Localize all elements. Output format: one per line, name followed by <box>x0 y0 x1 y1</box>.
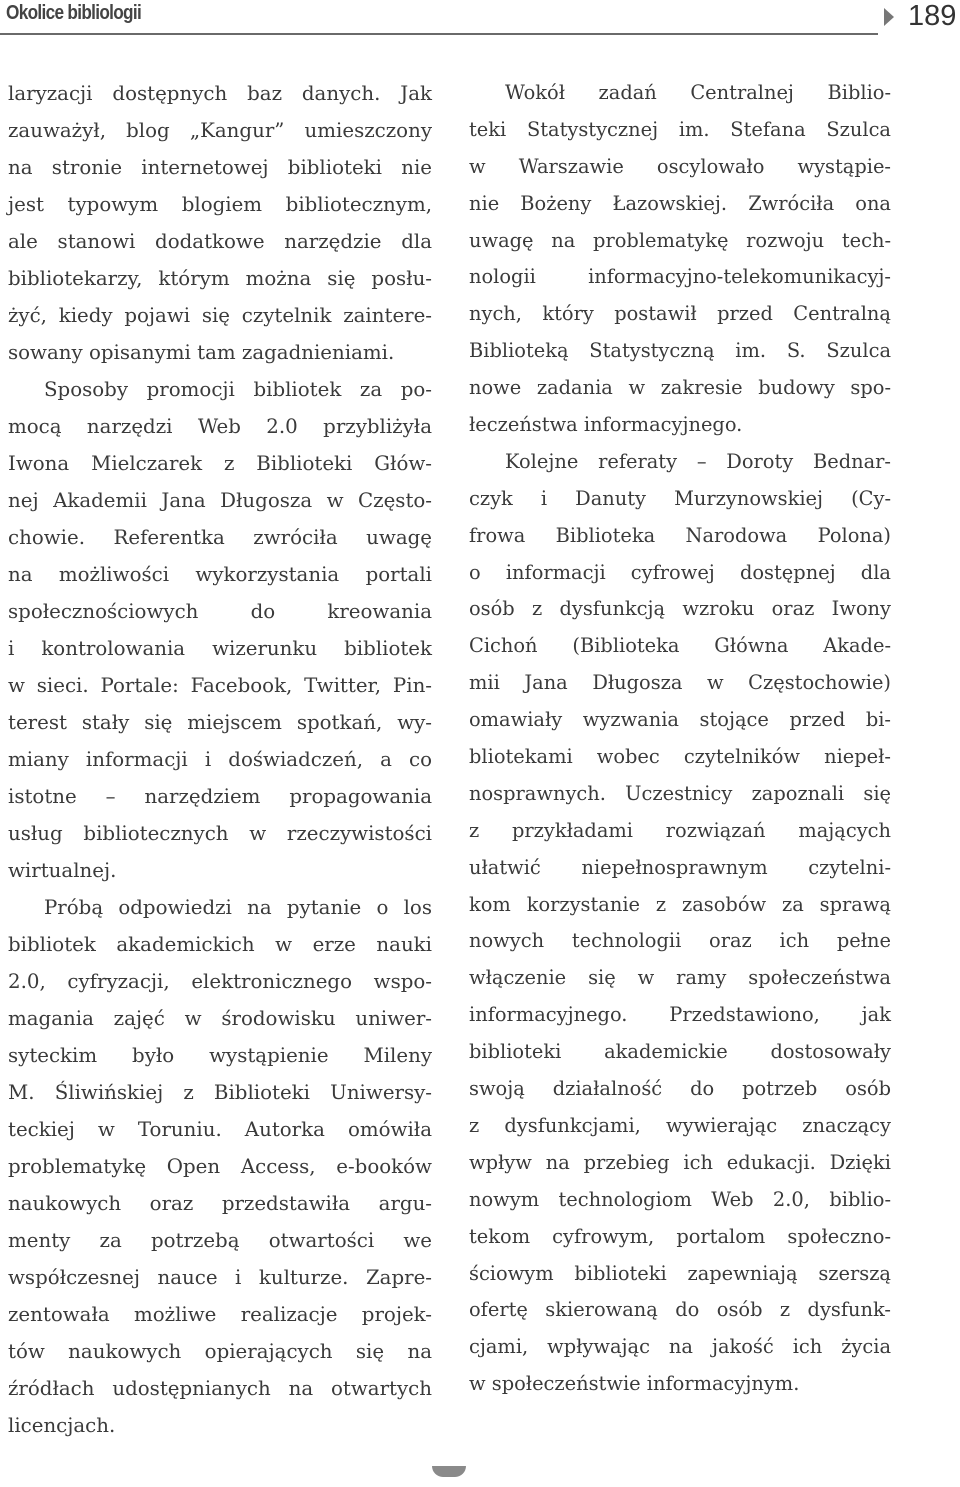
text-line: na możliwości wykorzystania portali <box>8 563 432 586</box>
text-line: uwagę na problematykę rozwoju tech- <box>469 228 891 252</box>
text-line: źródłach udostępnianych na otwartych <box>8 1377 432 1400</box>
text-line: na stronie internetowej biblioteki nie <box>8 156 432 179</box>
text-line: wirtualnej. <box>8 859 117 882</box>
text-line: zauważył, blog „Kangur” umieszczony <box>8 119 432 142</box>
text-line: Wokół zadań Centralnej Biblio- <box>505 81 891 104</box>
text-line: chowie. Referentka zwróciła uwagę <box>8 526 432 549</box>
text-line: zentowała możliwe realizacje projek- <box>8 1303 432 1326</box>
text-line: problematykę Open Access, e-booków <box>8 1155 432 1178</box>
text-line: nych, który postawił przed Centralną <box>469 302 891 326</box>
text-line: ściowym biblioteki zapewniają szerszą <box>469 1261 891 1285</box>
text-line: bibliotekarzy, którym można się posłu- <box>8 267 432 290</box>
text-line: Próbą odpowiedzi na pytanie o los <box>44 896 432 919</box>
text-line: Biblioteką Statystyczną im. S. Szulca <box>469 339 891 363</box>
text-line: M. Śliwińskiej z Biblioteki Uniwersy- <box>8 1081 432 1104</box>
text-line: żyć, kiedy pojawi się czytelnik zaintere- <box>8 304 432 327</box>
text-line: cjami, wpływając na jakość ich życia <box>469 1335 891 1359</box>
text-line: i kontrolowania wizerunku bibliotek <box>8 637 432 660</box>
text-line: wpływ na przebieg ich edukacji. Dzięki <box>469 1150 891 1174</box>
text-line: łeczeństwa informacyjnego. <box>469 413 743 437</box>
text-line: magania zajęć w środowisku uniwer- <box>8 1007 432 1030</box>
text-line: Cichoń (Biblioteka Główna Akade- <box>469 634 891 658</box>
text-line: kom korzystanie z zasobów za sprawą <box>469 892 891 916</box>
text-line: współczesnej nauce i kulturze. Zapre- <box>8 1266 432 1289</box>
text-line: terest stały się miejscem spotkań, wy- <box>8 711 432 734</box>
text-line: tów naukowych opierających się na <box>8 1340 432 1363</box>
footer-ornament-icon <box>432 1466 466 1477</box>
text-line: ale stanowi dodatkowe narzędzie dla <box>8 230 432 253</box>
text-line: z przykładami rozwiązań mających <box>469 818 891 842</box>
text-line: 2.0, cyfryzacji, elektronicznego wspo- <box>8 970 432 993</box>
text-line: teckiej w Toruniu. Autorka omówiła <box>8 1118 432 1141</box>
text-line: w społeczeństwie informacyjnym. <box>469 1372 800 1396</box>
text-line: jest typowym blogiem bibliotecznym, <box>8 193 432 216</box>
running-header-title: Okolice bibliologii <box>6 2 142 24</box>
text-line: nowym technologiom Web 2.0, biblio- <box>469 1187 891 1211</box>
text-line: informacyjnego. Przedstawiono, jak <box>469 1003 891 1027</box>
text-line: licencjach. <box>8 1414 116 1437</box>
text-line: osób z dysfunkcją wzroku oraz Iwony <box>469 597 891 621</box>
text-line: ofertę skierowaną do osób z dysfunk- <box>469 1298 891 1322</box>
text-line: naukowych oraz przedstawiła argu- <box>8 1192 432 1215</box>
text-line: czyk i Danuty Murzynowskiej (Cy- <box>469 486 891 510</box>
text-line: usług bibliotecznych w rzeczywistości <box>8 822 432 845</box>
text-line: nie Bożeny Łazowskiej. Zwróciła ona <box>469 191 891 215</box>
text-line: z dysfunkcjami, wywierając znaczący <box>469 1113 891 1137</box>
page-number: 189 <box>908 0 957 32</box>
text-line: mocą narzędzi Web 2.0 przybliżyła <box>8 415 432 438</box>
text-line: bibliotek akademickich w erze nauki <box>8 933 432 956</box>
text-line: biblioteki akademickie dostosowały <box>469 1040 891 1064</box>
text-line: Iwona Mielczarek z Biblioteki Głów- <box>8 452 432 475</box>
text-line: nologii informacyjno-telekomunikacyj- <box>469 265 891 289</box>
text-line: menty za potrzebą otwartości we <box>8 1229 432 1252</box>
text-line: w sieci. Portale: Facebook, Twitter, Pin- <box>8 674 432 697</box>
text-line: istotne – narzędziem propagowania <box>8 785 432 808</box>
text-line: omawiały wyzwania stojące przed bi- <box>469 708 891 732</box>
text-line: nowe zadania w zakresie budowy spo- <box>469 376 891 400</box>
page-marker-icon <box>884 8 894 26</box>
text-line: mii Jana Długosza w Częstochowie) <box>469 671 891 695</box>
text-line: Sposoby promocji bibliotek za po- <box>44 378 432 401</box>
text-line: miany informacji i doświadczeń, a co <box>8 748 432 771</box>
text-column-right <box>469 75 891 1403</box>
text-line: nosprawnych. Uczestnicy zapoznali się <box>469 781 891 805</box>
text-line: laryzacji dostępnych baz danych. Jak <box>8 82 432 105</box>
text-line: syteckim było wystąpienie Mileny <box>8 1044 432 1067</box>
text-line: teki Statystycznej im. Stefana Szulca <box>469 117 891 141</box>
text-line: ułatwić niepełnosprawnym czytelni- <box>469 855 891 879</box>
text-line: nej Akademii Jana Długosza w Często- <box>8 489 432 512</box>
text-line: swoją działalność do potrzeb osób <box>469 1077 891 1101</box>
text-line: Kolejne referaty – Doroty Bednar- <box>505 449 891 473</box>
text-line: sowany opisanymi tam zagadnieniami. <box>8 341 395 364</box>
text-line: frowa Biblioteka Narodowa Polona) <box>469 523 891 547</box>
text-line: bliotekami wobec czytelników niepeł- <box>469 745 891 769</box>
text-column-left <box>8 75 432 1444</box>
text-line: w Warszawie oscylowało wystąpie- <box>469 154 891 178</box>
text-line: nowych technologii oraz ich pełne <box>469 929 891 953</box>
running-header <box>0 0 960 40</box>
header-rule <box>0 33 878 35</box>
text-line: społecznościowych do kreowania <box>8 600 432 623</box>
text-line: włączenie się w ramy społeczeństwa <box>469 966 891 990</box>
text-line: tekom cyfrowym, portalom społeczno- <box>469 1224 891 1248</box>
text-line: o informacji cyfrowej dostępnej dla <box>469 560 891 584</box>
